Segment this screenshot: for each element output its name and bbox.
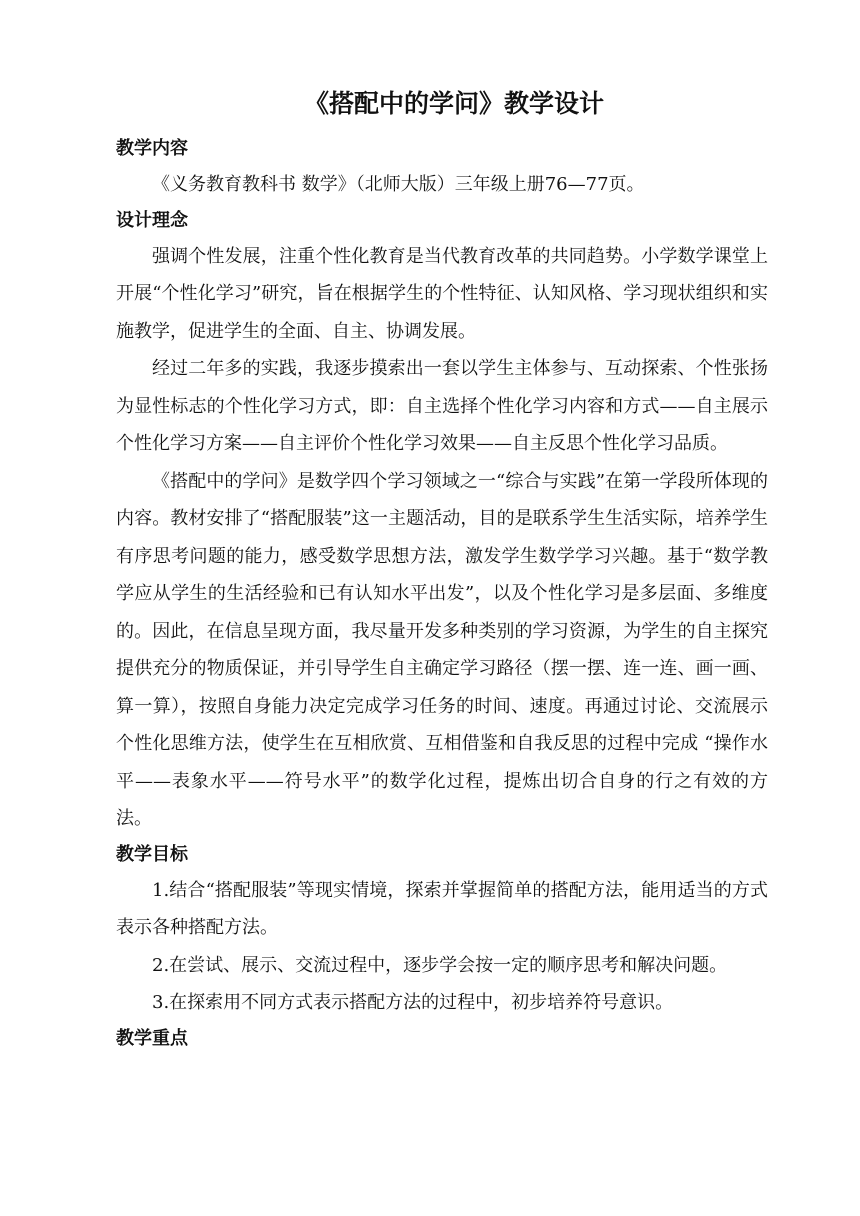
paragraph: 经过二年多的实践，我逐步摸索出一套以学生主体参与、互动探索、个性张扬为显性标志的个性化学习方式，即：自主选择个性化学习内容和方式——自主展示个性化学习方案——自主评价个性化学习效果——自主反思个性化学习品质。: [116, 358, 768, 454]
section-heading: 教学内容: [116, 138, 188, 159]
section-teaching-goals: [116, 840, 768, 1022]
paragraph: 《义务教育教科书 数学》（北师大版）三年级上册76—77页。: [152, 174, 645, 195]
goal-item: 1.结合“搭配服装”等现实情境，探索并掌握简单的搭配方法，能用适当的方式表示各种搭配方法。: [116, 879, 768, 938]
paragraph: 《搭配中的学问》是数学四个学习领域之一“综合与实践”在第一学段所体现的内容。教材安排了“搭配服装”这一主题活动，目的是联系学生生活实际，培养学生有序思考问题的能力，感受数学思想方法，激发学生数学学习兴趣。基于“数学教学应从学生的生活经验和已有认知水平出发”，以及个性化学习是多层面、多维度的。因此，在信息呈现方面，我尽量开发多种类别的学习资源，为学生的自主探究提供充分的物质保证，并引导学生自主确定学习路径（摆一摆、连一连、画一画、算一算），按照自身能力决定完成学习任务的时间、速度。再通过讨论、交流展示个性化思维方法，使学生在互相欣赏、互相借鉴和自我反思的过程中完成 “操作水平——表象水平——符号水平”的数学化过程，提炼出切合自身的行之有效的方法。: [116, 470, 768, 829]
goal-item: 2.在尝试、展示、交流过程中，逐步学会按一定的顺序思考和解决问题。: [152, 954, 728, 976]
section-design-concept: [116, 206, 768, 838]
section-heading: 教学重点: [116, 1027, 188, 1049]
section-teaching-focus: [116, 1024, 768, 1054]
paragraph: 强调个性发展，注重个性化教育是当代教育改革的共同趋势。小学数学课堂上开展“个性化学习”研究，旨在根据学生的个性特征、认知风格、学习现状组织和实施教学，促进学生的全面、自主、协调发展。: [116, 245, 768, 342]
section-heading: 教学目标: [116, 843, 188, 865]
section-teaching-content: [116, 134, 768, 204]
section-heading: 设计理念: [116, 209, 188, 231]
document-title: 《搭配中的学问》教学设计: [303, 89, 604, 118]
goal-item: 3.在探索用不同方式表示搭配方法的过程中，初步培养符号意识。: [152, 992, 674, 1013]
